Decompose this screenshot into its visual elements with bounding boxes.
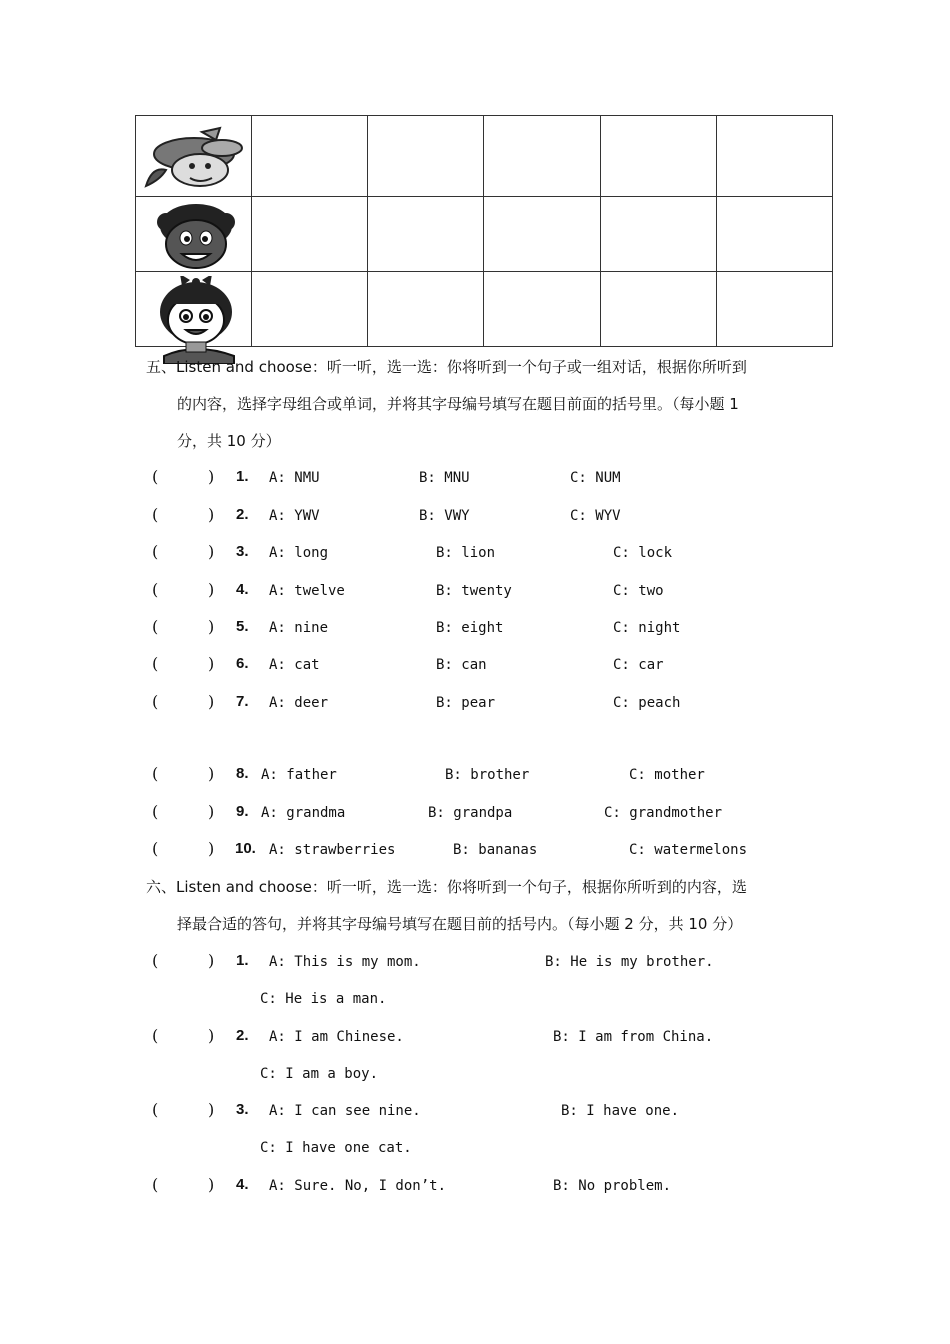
option-b: B: He is my brother. xyxy=(545,954,714,970)
answer-paren-close: ) xyxy=(208,617,215,636)
option-a: A: grandma xyxy=(261,805,346,821)
section5-heading-line2: 的内容，选择字母组合或单词，并将其字母编号填写在题目前面的括号里。（每小题 1 xyxy=(177,395,739,413)
option-c: C: two xyxy=(613,583,664,599)
question-number: 7. xyxy=(236,693,249,710)
answer-paren-close: ) xyxy=(208,802,215,821)
option-c: C: watermelons xyxy=(629,842,748,858)
option-b: B: I am from China. xyxy=(553,1029,714,1045)
question-number: 2. xyxy=(236,506,249,523)
grid-column-divider xyxy=(483,116,484,346)
answer-paren-close: ) xyxy=(208,654,215,673)
answer-paren-open[interactable]: ( xyxy=(152,505,159,524)
answer-paren-close: ) xyxy=(208,505,215,524)
option-b: B: brother xyxy=(445,767,530,783)
section5-heading-line3: 分，共 10 分） xyxy=(177,432,281,450)
option-c: C: lock xyxy=(613,545,673,561)
option-b: B: twenty xyxy=(436,583,512,599)
option-a: A: I am Chinese. xyxy=(269,1029,404,1045)
option-a: A: This is my mom. xyxy=(269,954,421,970)
option-c: C: car xyxy=(613,657,664,673)
option-a: A: Sure. No, I don’t. xyxy=(269,1178,447,1194)
option-a: A: deer xyxy=(269,695,329,711)
answer-paren-open[interactable]: ( xyxy=(152,802,159,821)
answer-paren-open[interactable]: ( xyxy=(152,580,159,599)
option-c: C: I am a boy. xyxy=(260,1066,379,1082)
question-number: 4. xyxy=(236,1176,249,1193)
option-b: B: VWY xyxy=(419,508,470,524)
answer-paren-close: ) xyxy=(208,1175,215,1194)
grid-row-divider xyxy=(136,196,832,197)
answer-paren-open[interactable]: ( xyxy=(152,467,159,486)
option-c: C: grandmother xyxy=(604,805,723,821)
question-number: 4. xyxy=(236,581,249,598)
option-a: A: strawberries xyxy=(269,842,396,858)
answer-paren-open[interactable]: ( xyxy=(152,1100,159,1119)
option-b: B: pear xyxy=(436,695,496,711)
option-b: B: bananas xyxy=(453,842,538,858)
answer-paren-close: ) xyxy=(208,692,215,711)
answer-paren-open[interactable]: ( xyxy=(152,1026,159,1045)
question-number: 3. xyxy=(236,543,249,560)
section6-heading-line2: 择最合适的答句，并将其字母编号填写在题目前的括号内。（每小题 2 分，共 10 分） xyxy=(177,915,743,933)
answer-paren-close: ) xyxy=(208,580,215,599)
option-c: C: WYV xyxy=(570,508,621,524)
grid-row-divider xyxy=(136,271,832,272)
answer-paren-close: ) xyxy=(208,764,215,783)
answer-paren-close: ) xyxy=(208,467,215,486)
option-a: A: cat xyxy=(269,657,320,673)
question-number: 8. xyxy=(236,765,249,782)
question-number: 5. xyxy=(236,618,249,635)
answer-paren-close: ) xyxy=(208,1026,215,1045)
section5-heading-line1: 五、Listen and choose：听一听，选一选：你将听到一个句子或一组对话，根据你所听到 xyxy=(146,358,747,376)
option-b: B: eight xyxy=(436,620,504,636)
answer-paren-close: ) xyxy=(208,951,215,970)
answer-paren-close: ) xyxy=(208,1100,215,1119)
answer-paren-open[interactable]: ( xyxy=(152,951,159,970)
option-b: B: MNU xyxy=(419,470,470,486)
girl-with-bow-icon xyxy=(150,276,246,364)
option-b: B: No problem. xyxy=(553,1178,672,1194)
answer-grid xyxy=(135,115,833,347)
question-number: 6. xyxy=(236,655,249,672)
option-a: A: father xyxy=(261,767,337,783)
boy-curly-hair-icon xyxy=(154,202,238,272)
question-number: 2. xyxy=(236,1027,249,1044)
grid-column-divider xyxy=(600,116,601,346)
question-number: 1. xyxy=(236,468,249,485)
option-a: A: long xyxy=(269,545,329,561)
answer-paren-open[interactable]: ( xyxy=(152,764,159,783)
option-c: C: night xyxy=(613,620,681,636)
answer-paren-open[interactable]: ( xyxy=(152,654,159,673)
answer-paren-close: ) xyxy=(208,839,215,858)
question-number: 10. xyxy=(235,840,256,857)
option-c: C: peach xyxy=(613,695,681,711)
option-b: B: can xyxy=(436,657,487,673)
option-b: B: grandpa xyxy=(428,805,513,821)
option-c: C: mother xyxy=(629,767,705,783)
option-c: C: NUM xyxy=(570,470,621,486)
answer-paren-open[interactable]: ( xyxy=(152,542,159,561)
answer-paren-open[interactable]: ( xyxy=(152,692,159,711)
option-a: A: YWV xyxy=(269,508,320,524)
grid-column-divider xyxy=(251,116,252,346)
question-number: 3. xyxy=(236,1101,249,1118)
question-number: 9. xyxy=(236,803,249,820)
option-a: A: nine xyxy=(269,620,329,636)
option-a: A: NMU xyxy=(269,470,320,486)
answer-paren-close: ) xyxy=(208,542,215,561)
question-number: 1. xyxy=(236,952,249,969)
girl-with-hat-icon xyxy=(142,126,246,190)
grid-column-divider xyxy=(716,116,717,346)
option-b: B: I have one. xyxy=(561,1103,680,1119)
section6-heading-line1: 六、Listen and choose：听一听，选一选：你将听到一个句子，根据你所听到的内容，选 xyxy=(146,878,747,896)
answer-paren-open[interactable]: ( xyxy=(152,1175,159,1194)
grid-column-divider xyxy=(367,116,368,346)
answer-paren-open[interactable]: ( xyxy=(152,839,159,858)
option-c: C: He is a man. xyxy=(260,991,387,1007)
option-b: B: lion xyxy=(436,545,496,561)
option-a: A: I can see nine. xyxy=(269,1103,421,1119)
answer-paren-open[interactable]: ( xyxy=(152,617,159,636)
option-c: C: I have one cat. xyxy=(260,1140,412,1156)
option-a: A: twelve xyxy=(269,583,345,599)
